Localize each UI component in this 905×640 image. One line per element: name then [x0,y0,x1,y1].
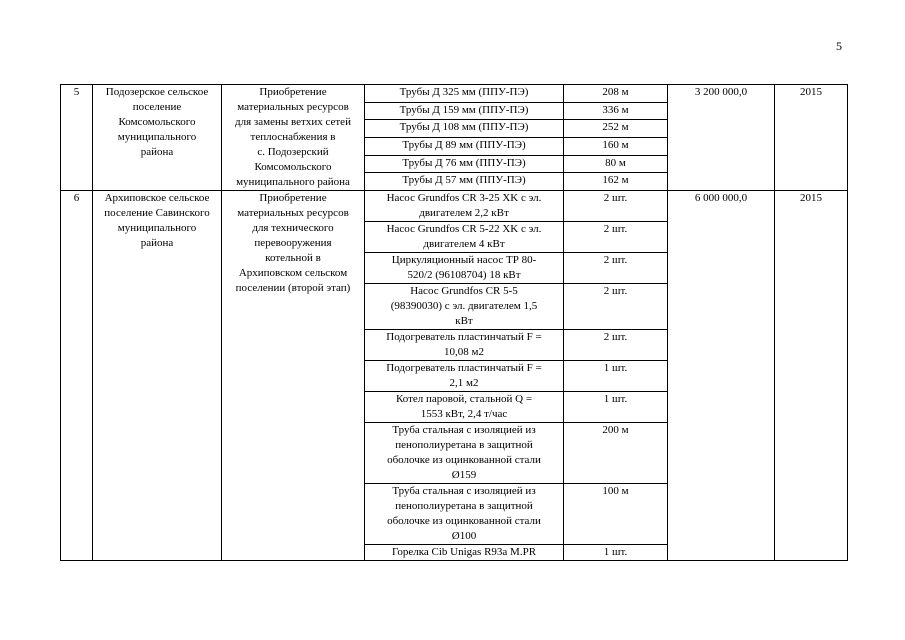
item-name-cell [365,545,564,561]
purpose-cell-line: Комсомольского [254,161,332,173]
table-body [61,85,848,561]
item-name-cell-line: 1553 кВт, 2,4 т/час [420,408,508,420]
item-name-cell-line: Трубы Д 325 мм (ППУ-ПЭ) [399,86,529,98]
municipality-cell-line: Комсомольского [118,116,196,128]
item-name-cell-line: Насос Grundfos CR 5-22 XK с эл. [386,223,542,235]
item-name-cell-line: 520/2 (96108704) 18 кВт [407,269,521,281]
item-qty-cell: 2 шт. [564,284,668,330]
purpose-cell-line: для замены ветхих сетей [235,116,351,128]
purpose-cell-line: Приобретение [259,192,327,204]
purpose-cell-line: Архиповском сельском [238,267,348,279]
municipality-cell-line: Архиповское сельское [104,192,210,204]
municipality-cell-line: района [140,237,174,249]
item-name-cell [365,284,564,330]
item-name-cell-line: Трубы Д 57 мм (ППУ-ПЭ) [402,174,526,187]
item-name-cell-line: оболочке из оцинкованной стали [387,515,541,527]
table-row [61,85,848,103]
item-name-cell [365,137,564,155]
purpose-cell-line: для технического [252,222,334,234]
item-qty-cell: 1 шт. [564,392,668,423]
amount-cell: 6 000 000,0 [668,191,775,561]
item-qty-cell: 2 шт. [564,222,668,253]
item-name-cell-line: двигателем 4 кВт [423,238,505,250]
item-name-cell-line: Ø100 [451,530,477,542]
purpose-cell-line: материальных ресурсов [237,207,349,219]
year-cell: 2015 [775,85,848,191]
purpose-cell-line: перевооружения [254,237,332,249]
item-qty-cell: 252 м [564,120,668,138]
item-name-cell-line: Трубы Д 76 мм (ППУ-ПЭ) [402,156,526,169]
item-name-cell [365,222,564,253]
amount-cell: 3 200 000,0 [668,85,775,191]
item-name-cell-line: Трубы Д 108 мм (ППУ-ПЭ) [399,121,529,134]
item-name-cell-line: Труба стальная с изоляцией из [392,424,536,436]
municipality-cell-line: муниципального [117,131,197,143]
municipality-cell [93,191,222,561]
table-row [61,191,848,222]
municipality-cell-line: поселение [132,101,182,113]
item-qty-cell: 2 шт. [564,253,668,284]
purpose-cell-line: котельной в [265,252,321,264]
item-name-cell-line: Котел паровой, стальной Q = [395,393,533,405]
item-qty-cell: 162 м [564,173,668,191]
item-name-cell-line: оболочке из оцинкованной стали [387,454,541,466]
item-name-cell-line: 2,1 м2 [449,377,479,389]
purpose-cell-line: Приобретение [259,86,327,98]
item-qty-cell: 160 м [564,137,668,155]
item-name-cell [365,191,564,222]
year-cell: 2015 [775,191,848,561]
item-name-cell [365,423,564,484]
item-name-cell-line: Подогреватель пластинчатый F = [386,331,542,343]
row-number: 6 [61,191,93,561]
municipality-cell-line: поселение Савинского [104,207,210,219]
purpose-cell-line: поселении (второй этап) [235,282,351,294]
item-name-cell [365,484,564,545]
item-name-cell [365,392,564,423]
item-name-cell-line: пенополиуретана в защитной [395,500,533,512]
item-name-cell-line: двигателем 2,2 кВт [419,207,509,219]
item-qty-cell: 200 м [564,423,668,484]
purpose-cell-line: муниципального района [236,176,350,188]
item-name-cell-line: (98390030) с эл. двигателем 1,5 [390,300,538,312]
purpose-cell [222,191,365,561]
item-name-cell-line: Насос Grundfos CR 5-5 [410,285,518,297]
municipality-cell-line: муниципального [117,222,197,234]
municipality-cell-line: района [140,146,174,158]
item-qty-cell: 2 шт. [564,191,668,222]
item-qty-cell: 80 м [564,155,668,173]
item-name-cell-line: Подогреватель пластинчатый F = [386,362,542,374]
item-name-cell [365,155,564,173]
item-name-cell-line: 10,08 м2 [444,346,484,358]
item-name-cell-line: Трубы Д 159 мм (ППУ-ПЭ) [399,103,529,116]
item-name-cell [365,253,564,284]
item-name-cell [365,330,564,361]
item-name-cell [365,173,564,191]
item-name-cell [365,85,564,103]
item-name-cell-line: Труба стальная с изоляцией из [392,485,536,497]
purpose-cell-line: материальных ресурсов [237,101,349,113]
item-name-cell-line: Ø159 [451,469,477,481]
item-name-cell [365,102,564,120]
item-name-cell-line: пенополиуретана в защитной [395,439,533,451]
item-qty-cell: 336 м [564,102,668,120]
purpose-cell-line: с. Подозерский [257,146,329,158]
materials-table [60,84,848,561]
row-number: 5 [61,85,93,191]
municipality-cell [93,85,222,191]
item-qty-cell: 2 шт. [564,330,668,361]
item-name-cell-line: Циркуляционный насос ТР 80- [391,254,537,266]
item-name-cell-line: Насос Grundfos CR 3-25 XK с эл. [386,192,542,204]
purpose-cell [222,85,365,191]
item-qty-cell: 100 м [564,484,668,545]
purpose-cell-line: теплоснабжения в [250,131,336,143]
item-name-cell-line: Трубы Д 89 мм (ППУ-ПЭ) [402,138,526,151]
item-name-cell [365,361,564,392]
item-name-cell [365,120,564,138]
item-qty-cell: 208 м [564,85,668,103]
item-qty-cell: 1 шт. [564,361,668,392]
item-qty-cell: 1 шт. [564,545,668,561]
item-name-cell-line: Горелка Cib Unigas R93a M.PR [391,546,537,558]
municipality-cell-line: Подозерское сельское [105,86,209,98]
item-name-cell-line: кВт [455,315,473,327]
page-number: 5 [836,39,842,53]
